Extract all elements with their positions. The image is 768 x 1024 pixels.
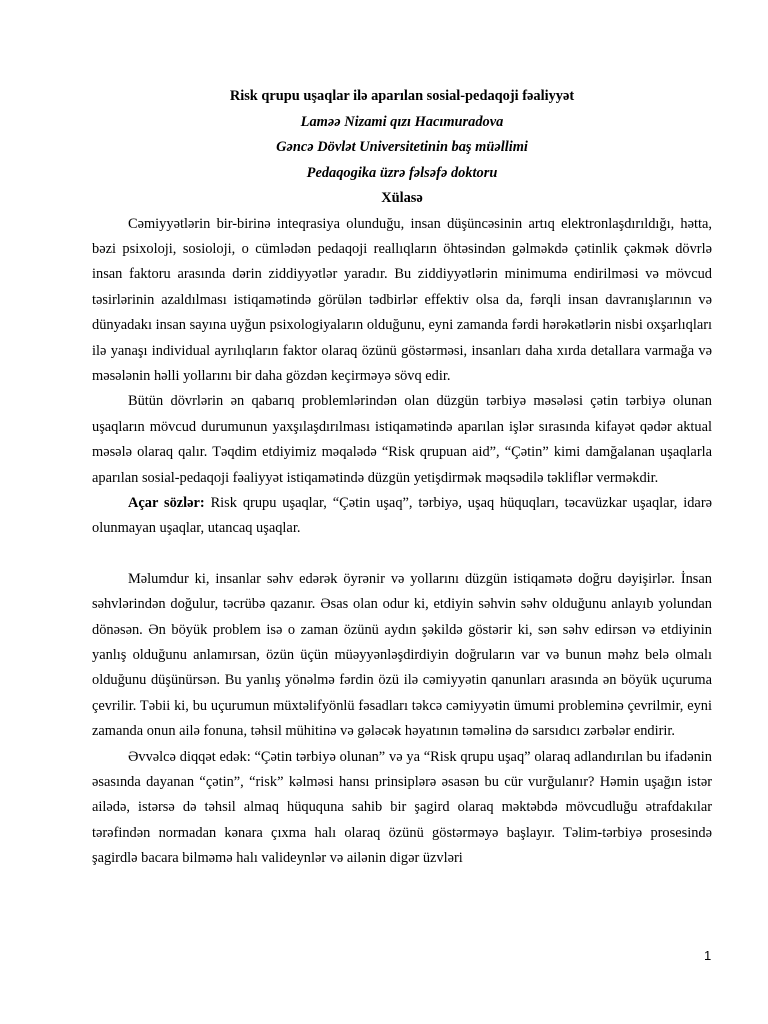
summary-paragraph: Bütün dövrlərin ən qabarıq problemlərindən olan düzgün tərbiyə məsələsi çətin tərbiyə olunan uşaqların mövcud durumunun yaxşılaşdırılması istiqamətində aparılan işlər sırasında kifayət qədər aktual məsələ olaraq qalır. Təqdim etdiyimiz məqalədə “Risk qrupuan aid”, “Çətin” kimi damğalanan uşaqlarla aparılan sosial-pedaqoji fəaliyyət istiqamətində düzgün yetişdirmək məqsədilə təkliflər verməkdir. xyxy=(92,393,712,486)
keywords-label: Açar sözlər: xyxy=(128,494,205,511)
page-content xyxy=(92,84,712,872)
keywords-paragraph xyxy=(92,491,712,542)
author-affiliation: Gəncə Dövlət Universitetinin baş müəllimi xyxy=(276,139,528,155)
body-paragraph: Məlumdur ki, insanlar səhv edərək öyrənir və yollarını düzgün istiqamətə doğru dəyişirlər. İnsan səhvlərindən doğulur, təcrübə qazanır. Əsas olan odur ki, etdiyin səhvin səhv olduğunu anlayıb yolundan dönəsən. Ən böyük problem isə o zaman özünü aydın şəkildə göstərir ki, sən səhv edirsən və etdiyinin yanlış olduğunu anlamırsan, özün üçün müəyyənləşdirdiyin doğruların var və bunun məhz belə olmalı olduğunu düşünürsən. Bu yanlış yönəlmə fərdin özü ilə cəmiyyətin qanunları arasında ən böyük uçuruma çevrilir. Təbii ki, bu uçurumun müxtəlifyönlü fəsadları təkcə cəmiyyətin ümumi probleminə çevrilmir, eyni zamanda onun ailə fonuna, təhsil mühitinə və gələcək həyatının təməlinə də sarsıdıcı zərbələr endirir. xyxy=(92,570,712,740)
author-degree: Pedaqogika üzrə fəlsəfə doktoru xyxy=(306,164,498,181)
summary-paragraph: Cəmiyyətlərin bir-birinə inteqrasiya olunduğu, insan düşüncəsinin artıq elektronlaşdırıldığı, həttа, bəzi psixoloji, sosioloji, o cümlədən pedaqoji reallıqların öhtəsindən gəlməkdə çətinlik çəkmək dövrlə insan faktoru arasında dərin ziddiyyətlər yaradır. Bu ziddiyyətlərin minimuma endirilməsi və mövcud təsirlərinin azaldılması istiqamətində görülən tədbirlər effektiv olsa da, fərqli insan davranışlarının və dünyadakı insan sayına uyğun psixologiyaların olduğunu, eyni zamanda fərdi hərəkətlərin nisbi oxşarlıqları ilə yanaşı individual ayrılıqların faktor olaraq özünü göstərməsi, insanları daha xırda detallara varmağa və məsələnin həlli yollarını bir daha gözdən keçirməyə sövq edir. xyxy=(92,215,712,384)
body-paragraph: Əvvəlcə diqqət edək: “Çətin tərbiyə olunan” və ya “Risk qrupu uşaq” olaraq adlandırılan bu ifadənin əsasında dayanan “çətin”, “risk” kəlməsi hansı prinsiplərə əsasən bu cür vurğulanır? Həmin uşağın istər ailədə, istərsə də təhsil almaq hüququna sahib bir şagird olaraq məktəbdə mövcudluğu ətrafdakılar tərəfindən normadan kənara çıxma halı olaraq özünü göstərməyə başlayır. Təlim-tərbiyə prosesində şagirdlə bacara bilməmə halı valideynlər və ailənin digər üzvləri xyxy=(92,748,712,867)
author-name: Laməə Nizami qızı Hacımuradova xyxy=(300,113,504,130)
keywords-text: Risk qrupu uşaqlar, “Çətin uşaq”, tərbiyə, uşaq hüquqları, təcavüzkar uşaqlar, idarə olunmayan uşaqlar, utancaq uşaqlar. xyxy=(92,494,712,537)
article-title: Risk qrupu uşaqlar ilə aparılan sosial-pedaqoji fəaliyyət xyxy=(229,88,575,104)
page-number: 1 xyxy=(704,948,712,963)
summary-heading: Xülasə xyxy=(381,190,423,206)
section-gap xyxy=(92,542,712,567)
